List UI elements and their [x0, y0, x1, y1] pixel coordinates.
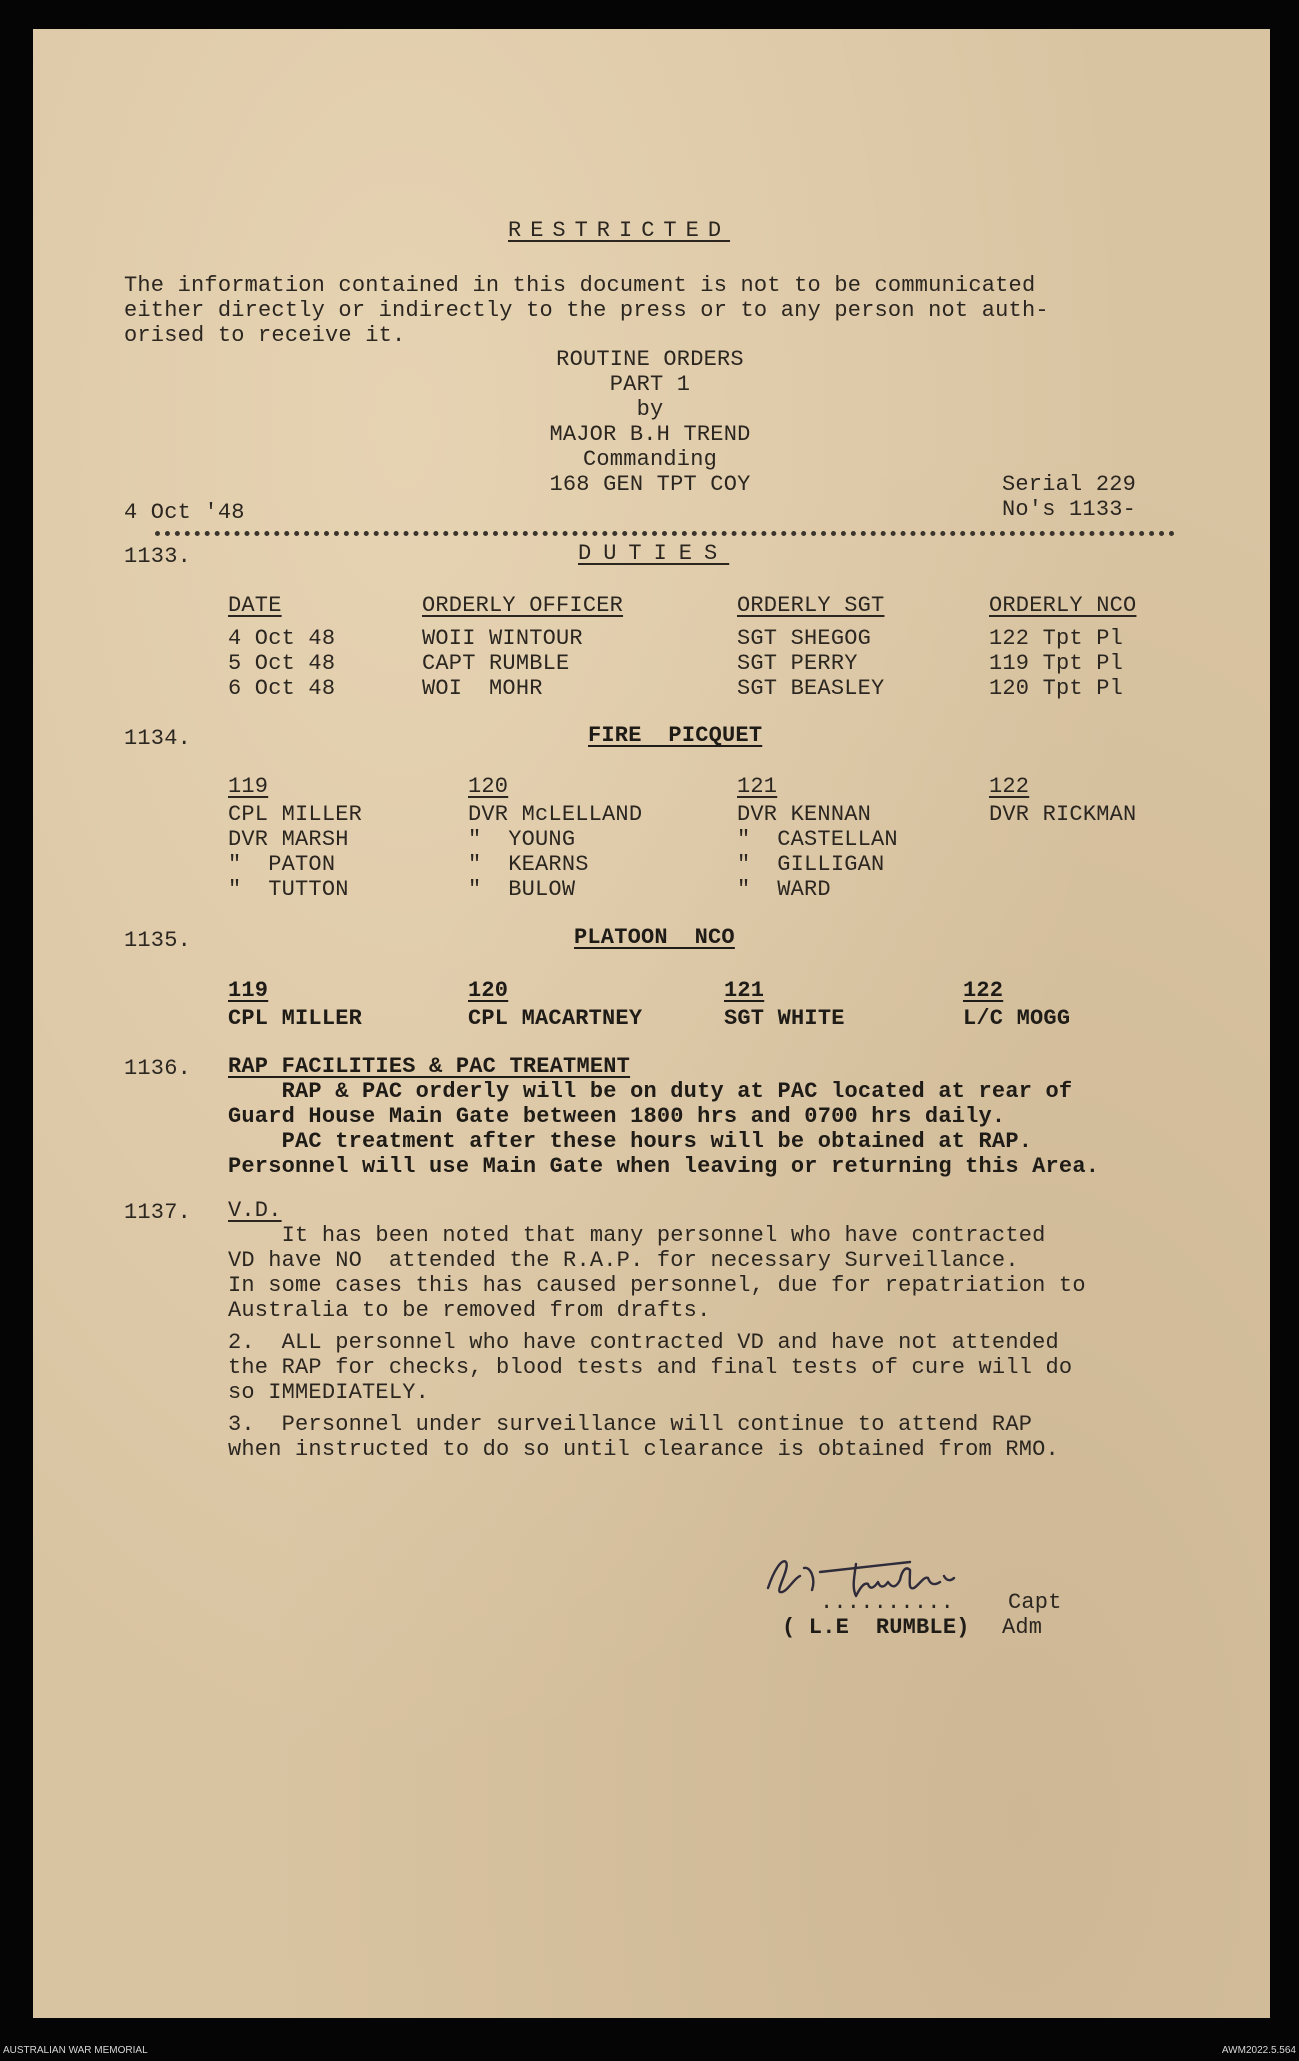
vd-para-2-line-1: 2. ALL personnel who have contracted VD and have not attended	[228, 1330, 1059, 1355]
fire-picquet-col-2-name-4: " BULOW	[468, 877, 576, 902]
duties-row-1-date: 4 Oct 48	[228, 626, 336, 651]
fire-picquet-col-1-name-3: " PATON	[228, 852, 336, 877]
rap-heading: RAP FACILITIES & PAC TREATMENT	[228, 1054, 631, 1079]
title-line-6: 168 GEN TPT COY	[549, 472, 751, 497]
platoon-nco-col-4-header: 122	[963, 978, 1004, 1003]
duties-heading: DUTIES	[578, 541, 730, 566]
order-number-1134: 1134.	[124, 726, 192, 751]
title-line-5: Commanding	[582, 447, 718, 472]
duties-row-3-officer: WOI MOHR	[422, 676, 543, 701]
platoon-nco-col-3-header: 121	[724, 978, 765, 1003]
notice-line-2: either directly or indirectly to the press or to any person not auth-	[124, 298, 1049, 323]
fire-picquet-col-2-header: 120	[468, 774, 509, 799]
vd-para-2-line-2: the RAP for checks, blood tests and final tests of cure will do	[228, 1355, 1073, 1380]
vd-para-1-line-2: VD have NO attended the R.A.P. for necessary Surveillance.	[228, 1248, 1019, 1273]
duties-row-2-nco: 119 Tpt Pl	[989, 651, 1124, 676]
fire-picquet-col-2-name-1: DVR McLELLAND	[468, 802, 643, 827]
signatory-name: ( L.E RUMBLE)	[782, 1615, 970, 1640]
vd-para-3-line-2: when instructed to do so until clearance is obtained from RMO.	[228, 1437, 1059, 1462]
duties-row-1-nco: 122 Tpt Pl	[989, 626, 1124, 651]
vd-heading: V.D.	[228, 1198, 282, 1223]
title-line-2: PART 1	[609, 372, 691, 397]
fire-picquet-col-1-name-4: " TUTTON	[228, 877, 349, 902]
platoon-nco-col-1-name: CPL MILLER	[228, 1006, 363, 1031]
order-number-1133: 1133.	[124, 544, 192, 569]
notice-line-1: The information contained in this document is not to be communicated	[124, 273, 1036, 298]
title-line-4: MAJOR B.H TREND	[549, 422, 751, 447]
vd-para-2-line-3: so IMMEDIATELY.	[228, 1380, 430, 1405]
fire-picquet-col-1-header: 119	[228, 774, 269, 799]
order-number-1137: 1137.	[124, 1200, 192, 1225]
document-date: 4 Oct '48	[124, 500, 245, 525]
rap-line-1: RAP & PAC orderly will be on duty at PAC located at rear of	[228, 1079, 1073, 1104]
platoon-nco-col-3-name: SGT WHITE	[724, 1006, 845, 1031]
fire-picquet-col-1-name-1: CPL MILLER	[228, 802, 363, 827]
duties-header-nco: ORDERLY NCO	[989, 593, 1137, 618]
vd-para-3-line-1: 3. Personnel under surveillance will continue to attend RAP	[228, 1412, 1033, 1437]
signature-dots: ..........	[820, 1590, 955, 1615]
vd-para-1-line-1: It has been noted that many personnel who have contracted	[228, 1223, 1046, 1248]
fire-picquet-col-4-header: 122	[989, 774, 1030, 799]
fire-picquet-col-1-name-2: DVR MARSH	[228, 827, 349, 852]
platoon-nco-col-2-name: CPL MACARTNEY	[468, 1006, 643, 1031]
fire-picquet-col-3-name-2: " CASTELLAN	[737, 827, 898, 852]
rap-line-2: Guard House Main Gate between 1800 hrs and 0700 hrs daily.	[228, 1104, 1006, 1129]
duties-header-officer: ORDERLY OFFICER	[422, 593, 624, 618]
order-numbers: No's 1133-	[1002, 497, 1137, 522]
fire-picquet-col-3-name-4: " WARD	[737, 877, 831, 902]
duties-row-2-date: 5 Oct 48	[228, 651, 336, 676]
platoon-nco-heading: PLATOON NCO	[574, 925, 735, 950]
platoon-nco-col-2-header: 120	[468, 978, 509, 1003]
signature-rank: Capt	[1008, 1590, 1062, 1615]
duties-row-3-sgt: SGT BEASLEY	[737, 676, 885, 701]
fire-picquet-col-3-header: 121	[737, 774, 778, 799]
duties-row-1-officer: WOII WINTOUR	[422, 626, 583, 651]
fire-picquet-col-2-name-2: " YOUNG	[468, 827, 576, 852]
order-number-1135: 1135.	[124, 928, 192, 953]
duties-row-3-date: 6 Oct 48	[228, 676, 336, 701]
rap-line-3: PAC treatment after these hours will be obtained at RAP.	[228, 1129, 1033, 1154]
dotted-separator	[155, 531, 1175, 536]
platoon-nco-col-1-header: 119	[228, 978, 269, 1003]
duties-row-3-nco: 120 Tpt Pl	[989, 676, 1124, 701]
order-number-1136: 1136.	[124, 1056, 192, 1081]
title-line-1: ROUTINE ORDERS	[556, 347, 744, 372]
signatory-role: Adm	[1002, 1615, 1043, 1640]
fire-picquet-col-3-name-3: " GILLIGAN	[737, 852, 885, 877]
footer-source: AUSTRALIAN WAR MEMORIAL	[3, 2045, 148, 2056]
serial-number: Serial 229	[1002, 472, 1137, 497]
duties-header-sgt: ORDERLY SGT	[737, 593, 885, 618]
fire-picquet-col-2-name-3: " KEARNS	[468, 852, 589, 877]
rap-line-4: Personnel will use Main Gate when leaving or returning this Area.	[228, 1154, 1100, 1179]
title-line-3: by	[636, 397, 664, 422]
fire-picquet-col-3-name-1: DVR KENNAN	[737, 802, 872, 827]
vd-para-1-line-4: Australia to be removed from drafts.	[228, 1298, 711, 1323]
duties-row-1-sgt: SGT SHEGOG	[737, 626, 872, 651]
footer-accession-number: AWM2022.5.564	[1221, 2045, 1296, 2056]
platoon-nco-col-4-name: L/C MOGG	[963, 1006, 1071, 1031]
duties-row-2-officer: CAPT RUMBLE	[422, 651, 570, 676]
fire-picquet-col-4-name-1: DVR RICKMAN	[989, 802, 1137, 827]
fire-picquet-heading: FIRE PICQUET	[588, 723, 763, 748]
vd-para-1-line-3: In some cases this has caused personnel, due for repatriation to	[228, 1273, 1086, 1298]
duties-header-date: DATE	[228, 593, 282, 618]
notice-line-3: orised to receive it.	[124, 323, 406, 348]
classification-heading: RESTRICTED	[508, 218, 731, 243]
duties-row-2-sgt: SGT PERRY	[737, 651, 858, 676]
